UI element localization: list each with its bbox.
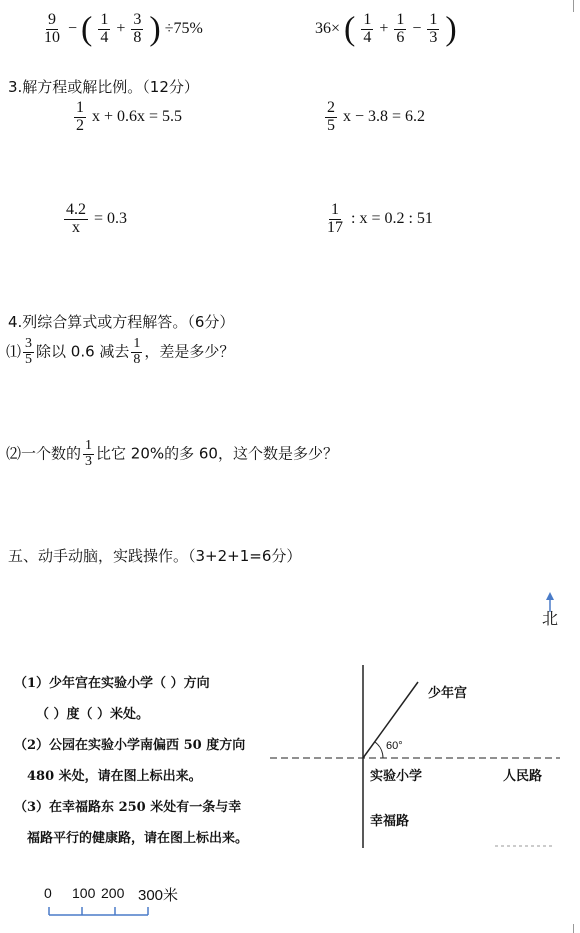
fraction: $\frac{2}{5}$ <box>327 99 335 134</box>
fraction: $\frac{9}{10}$ <box>44 11 60 46</box>
section-5-title: 五、动手动脑，实践操作。（3+2+1=6分） <box>8 547 302 565</box>
fraction: $\frac{3}{8}$ <box>133 11 142 46</box>
fraction: $\frac{1}{3}$ <box>85 438 93 469</box>
scale-bar <box>44 903 154 919</box>
fraction: $\frac{1}{4}$ <box>363 11 372 46</box>
fraction: $\frac{4.2}{x}$ <box>66 201 86 236</box>
fraction: $\frac{1}{4}$ <box>100 11 109 46</box>
equation-4: $\frac{1}{17}$ : x = 0.2 : 51 <box>327 201 433 236</box>
question-1: ⑴ $\frac{3}{5}$ 除以 0.6 减去 $\frac{1}{8}$ ，差是多少？ <box>6 336 235 367</box>
calc-expression-2: 36× ( $\frac{1}{4}$ + $\frac{1}{6}$ − $\frac{1}{3}$ ) <box>315 10 457 48</box>
instruction-line-5: （3）在幸福路东 250 米处有一条与幸 <box>14 800 242 815</box>
instruction-line-6: 福路平行的健康路，请在图上标出来。 <box>27 831 249 846</box>
angle-label: 60° <box>386 740 403 752</box>
north-label: 北 <box>542 609 559 628</box>
fraction: $\frac{3}{5}$ <box>25 336 33 367</box>
equation-2: $\frac{2}{5}$ x − 3.8 = 6.2 <box>327 99 426 134</box>
page-corner-mark <box>573 924 574 933</box>
scale-label-300: 300米 <box>138 887 179 904</box>
page-corner-mark <box>573 0 574 12</box>
people-road-label: 人民路 <box>503 769 543 784</box>
instruction-line-2: （ ）度（ ）米处。 <box>36 707 150 722</box>
fraction: $\frac{1}{3}$ <box>429 11 438 46</box>
scale-label-0: 0 <box>44 885 52 901</box>
question-2: ⑵一个数的 $\frac{1}{3}$ 比它 20%的多 60，这个数是多少？ <box>6 438 338 469</box>
instruction-line-4: 480 米处，请在图上标出来。 <box>27 769 202 784</box>
school-label: 实验小学 <box>370 769 423 784</box>
scale-label-200: 200 <box>101 885 125 901</box>
fraction: $\frac{1}{2}$ <box>76 99 84 134</box>
calc-expression-1: $\frac{9}{10}$ − ( $\frac{1}{4}$ + $\frac{3}{8}$ ) ÷75% <box>44 10 203 48</box>
section-3-title: 3.解方程或解比例。（12分） <box>8 78 199 96</box>
fraction: $\frac{1}{6}$ <box>396 11 405 46</box>
scale-label-100: 100 <box>72 885 96 901</box>
instruction-line-1: （1）少年宫在实验小学（ ）方向 <box>14 676 210 691</box>
section-4-title: 4.列综合算式或方程解答。（6分） <box>8 313 235 331</box>
map-diagram <box>265 660 580 860</box>
angle-arc <box>375 742 383 758</box>
equation-1: $\frac{1}{2}$ x + 0.6x = 5.5 <box>76 99 183 134</box>
happy-road-label: 幸福路 <box>370 814 410 829</box>
instruction-line-3: （2）公园在实验小学南偏西 50 度方向 <box>14 738 246 753</box>
fraction: $\frac{1}{8}$ <box>133 336 141 367</box>
youth-palace-label: 少年宫 <box>428 686 468 701</box>
fraction: $\frac{1}{17}$ <box>327 201 343 236</box>
equation-3: $\frac{4.2}{x}$ = 0.3 <box>66 201 128 236</box>
